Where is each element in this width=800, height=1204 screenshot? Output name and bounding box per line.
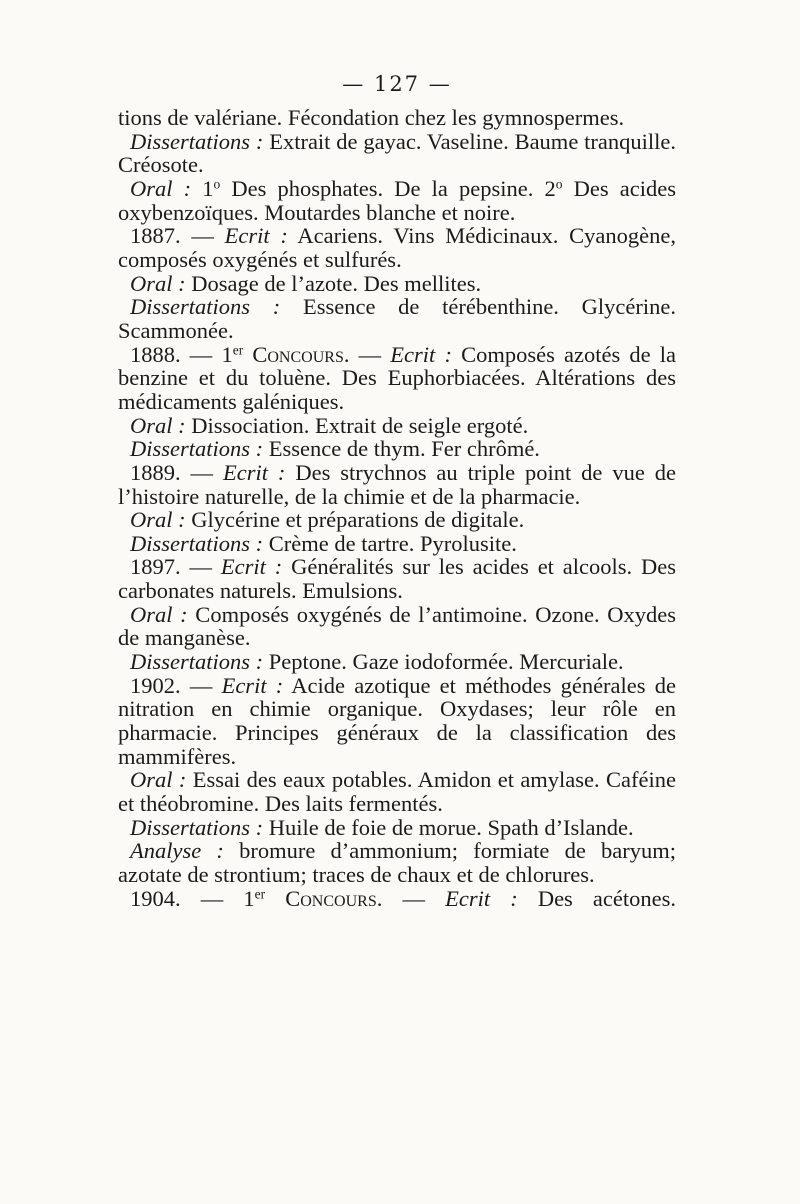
superscript: o — [213, 176, 221, 192]
paragraph — [118, 177, 676, 224]
italic-label: Ecrit : — [221, 672, 284, 698]
text-run: Essence de térébenthine. Glycérine. Scammonée. — [118, 294, 676, 343]
text-run: Essai des eaux potables. Amidon et amylase. Caféine et théobromine. Des laits fermentés. — [118, 767, 676, 817]
text-run: Essence de thym. Fer chrômé. — [263, 436, 540, 462]
italic-label: Analyse : — [130, 838, 224, 864]
paragraph — [118, 768, 676, 815]
paragraph — [118, 674, 676, 769]
text-run: Crème de tartre. Pyrolusite. — [263, 530, 517, 556]
paragraph — [118, 650, 676, 674]
italic-label: Oral : — [130, 412, 186, 438]
paragraph — [118, 532, 676, 556]
italic-label: Oral : — [130, 270, 186, 296]
text-run: Acide azotique et méthodes générales de nitration en chimie organique. Oxydases; leur rôle en pharmacie. Principes généraux de la classification des mammifères. — [118, 672, 676, 769]
italic-label: Dissertations : — [130, 128, 264, 154]
text-run: Glycérine et préparations de digitale. — [185, 507, 525, 533]
text-run: 1888. — 1 — [130, 341, 233, 367]
paragraph — [118, 343, 676, 414]
text-run: bromure d’ammonium; formiate de baryum; azotate de strontium; traces de chaux et de chlorures. — [118, 838, 677, 887]
superscript: er — [232, 342, 244, 358]
text-run: Peptone. Gaze iodoformée. Mercuriale. — [263, 649, 624, 675]
page-text — [118, 106, 676, 910]
paragraph — [118, 106, 676, 130]
paragraph — [118, 130, 676, 177]
superscript: er — [254, 886, 266, 902]
text-run: Acariens. Vins Médicinaux. Cyanogène, composés oxygénés et sulfurés. — [118, 223, 676, 272]
italic-label: Ecrit : — [220, 554, 283, 580]
paragraph — [118, 887, 676, 911]
paragraph — [118, 461, 676, 508]
text-run: . — — [376, 885, 446, 911]
text-run: 1889. — — [130, 459, 223, 485]
italic-label: Dissertations : — [130, 649, 264, 675]
paragraph — [118, 816, 676, 840]
text-run: Des acides oxybenzoïques. Moutardes blanche et noire. — [118, 175, 677, 225]
text-run: 1902. — — [130, 672, 222, 698]
paragraph — [118, 555, 676, 602]
text-run: Des acétones. — [517, 885, 677, 911]
page-number: — 127 — — [342, 72, 452, 96]
italic-label: Ecrit : — [445, 885, 518, 911]
paragraph — [118, 224, 676, 271]
small-caps-text: Concours — [252, 341, 344, 367]
paragraph — [118, 508, 676, 532]
text-run: 1897. — — [130, 554, 221, 580]
italic-label: Oral : — [130, 507, 186, 533]
text-run: Des strychnos au triple point de vue de l’histoire naturelle, de la chimie et de la pharmacie. — [118, 459, 677, 509]
text-run: Composés oxygénés de l’antimoine. Ozone. Oxydes de manganèse. — [118, 601, 676, 651]
small-caps-text: Concours — [285, 885, 377, 911]
italic-label: Dissertations : — [130, 814, 264, 840]
text-run: Composés azotés de la benzine et du toluène. Des Euphorbiacées. Altérations des médicaments galéniques. — [118, 341, 677, 414]
text-run: Dosage de l’azote. Des mellites. — [185, 270, 482, 296]
text-run: 1887. — — [130, 223, 225, 249]
text-run: Extrait de gayac. Vaseline. Baume tranquille. Créosote. — [118, 128, 676, 178]
text-run: 1 — [191, 175, 214, 201]
text-run: Dissociation. Extrait de seigle ergoté. — [185, 412, 529, 438]
paragraph — [118, 437, 676, 461]
paragraph — [118, 414, 676, 438]
text-run: 1904. — 1 — [130, 885, 255, 911]
italic-label: Oral : — [130, 767, 187, 793]
text-run: Généralités sur les acides et alcools. Des carbonates naturels. Emulsions. — [118, 554, 677, 604]
italic-label: Ecrit : — [390, 341, 452, 367]
italic-label: Oral : — [130, 601, 188, 627]
text-run: . — — [343, 341, 391, 367]
italic-label: Dissertations : — [130, 436, 264, 462]
italic-label: Dissertations : — [130, 530, 264, 556]
italic-label: Dissertations : — [130, 294, 281, 320]
text-run: Huile de foie de morue. Spath d’Islande. — [263, 814, 634, 840]
paragraph — [118, 839, 676, 886]
text-run: Des phosphates. De la pepsine. 2 — [220, 175, 556, 201]
paragraph — [118, 603, 676, 650]
book-page — [118, 62, 676, 910]
text-run: tions de valériane. Fécondation chez les gymnospermes. — [118, 105, 625, 130]
italic-label: Oral : — [130, 175, 192, 201]
superscript: o — [555, 176, 563, 192]
italic-label: Ecrit : — [224, 223, 288, 249]
paragraph — [118, 272, 676, 296]
text-run — [243, 342, 252, 367]
paragraph — [118, 295, 676, 342]
text-run — [265, 886, 285, 911]
italic-label: Ecrit : — [222, 459, 286, 485]
